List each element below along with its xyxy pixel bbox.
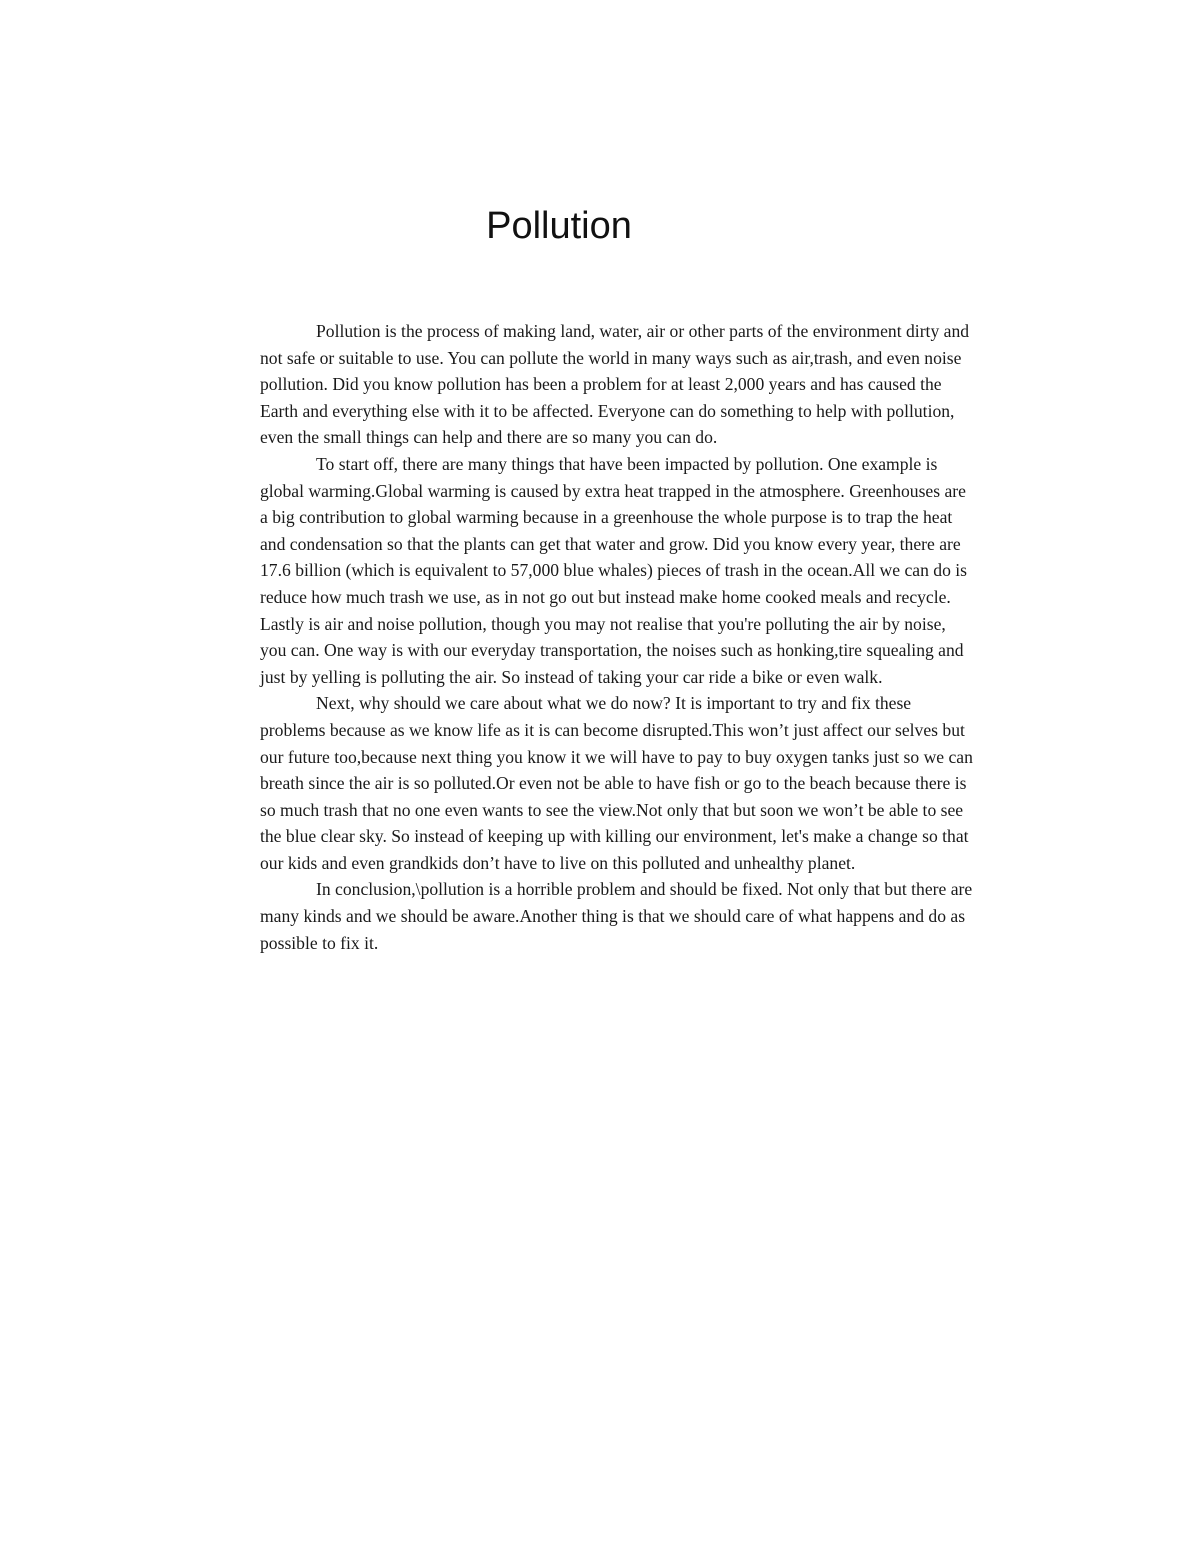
paragraph-conclusion: In conclusion,\pollution is a horrible problem and should be fixed. Not only that but there are many kinds and we should be aware.Another thing is that we should care of what happens and do as possible to fix it. — [260, 879, 973, 953]
document-title: Pollution — [486, 205, 632, 247]
paragraph-introduction: Pollution is the process of making land, water, air or other parts of the environment dirty and not safe or suitable to use. You can pollute the world in many ways such as air,trash, and even noise pollution. Did you know pollution has been a problem for at least 2,000 years and has caused the Earth and everything else with it to be affected. Everyone can do something to help with pollution, even the small things can help and there are so many you can do. — [260, 321, 970, 448]
document-body — [260, 318, 976, 956]
paragraph-impacts: To start off, there are many things that have been impacted by pollution. One example is global warming.Global warming is caused by extra heat trapped in the atmosphere. Greenhouses are a big contribution to global warming because in a greenhouse the whole purpose is to trap the heat and condensation so that the plants can get that water and grow. Did you know every year, there are 17.6 billion (which is equivalent to 57,000 blue whales) pieces of trash in the ocean.All we can do is reduce how much trash we use, as in not go out but instead make home cooked meals and recycle. Lastly is air and noise pollution, though you may not realise that you're polluting the air by noise, you can. One way is with our everyday transportation, the noises such as honking,tire squealing and just by yelling is polluting the air. So instead of taking your car ride a bike or even walk. — [260, 453, 967, 687]
paragraph-why-care: Next, why should we care about what we do now? It is important to try and fix these problems because as we know life as it is can become disrupted.This won’t just affect our selves but our future too,because next thing you know it we will have to pay to buy oxygen tanks just so we can breath since the air is so polluted.Or even not be able to have fish or go to the beach because there is so much trash that no one even wants to see the view.Not only that but soon we won’t be able to see the blue clear sky. So instead of keeping up with killing our environment, let's make a change so that our kids and even grandkids don’t have to live on this polluted and unhealthy planet. — [260, 693, 973, 873]
